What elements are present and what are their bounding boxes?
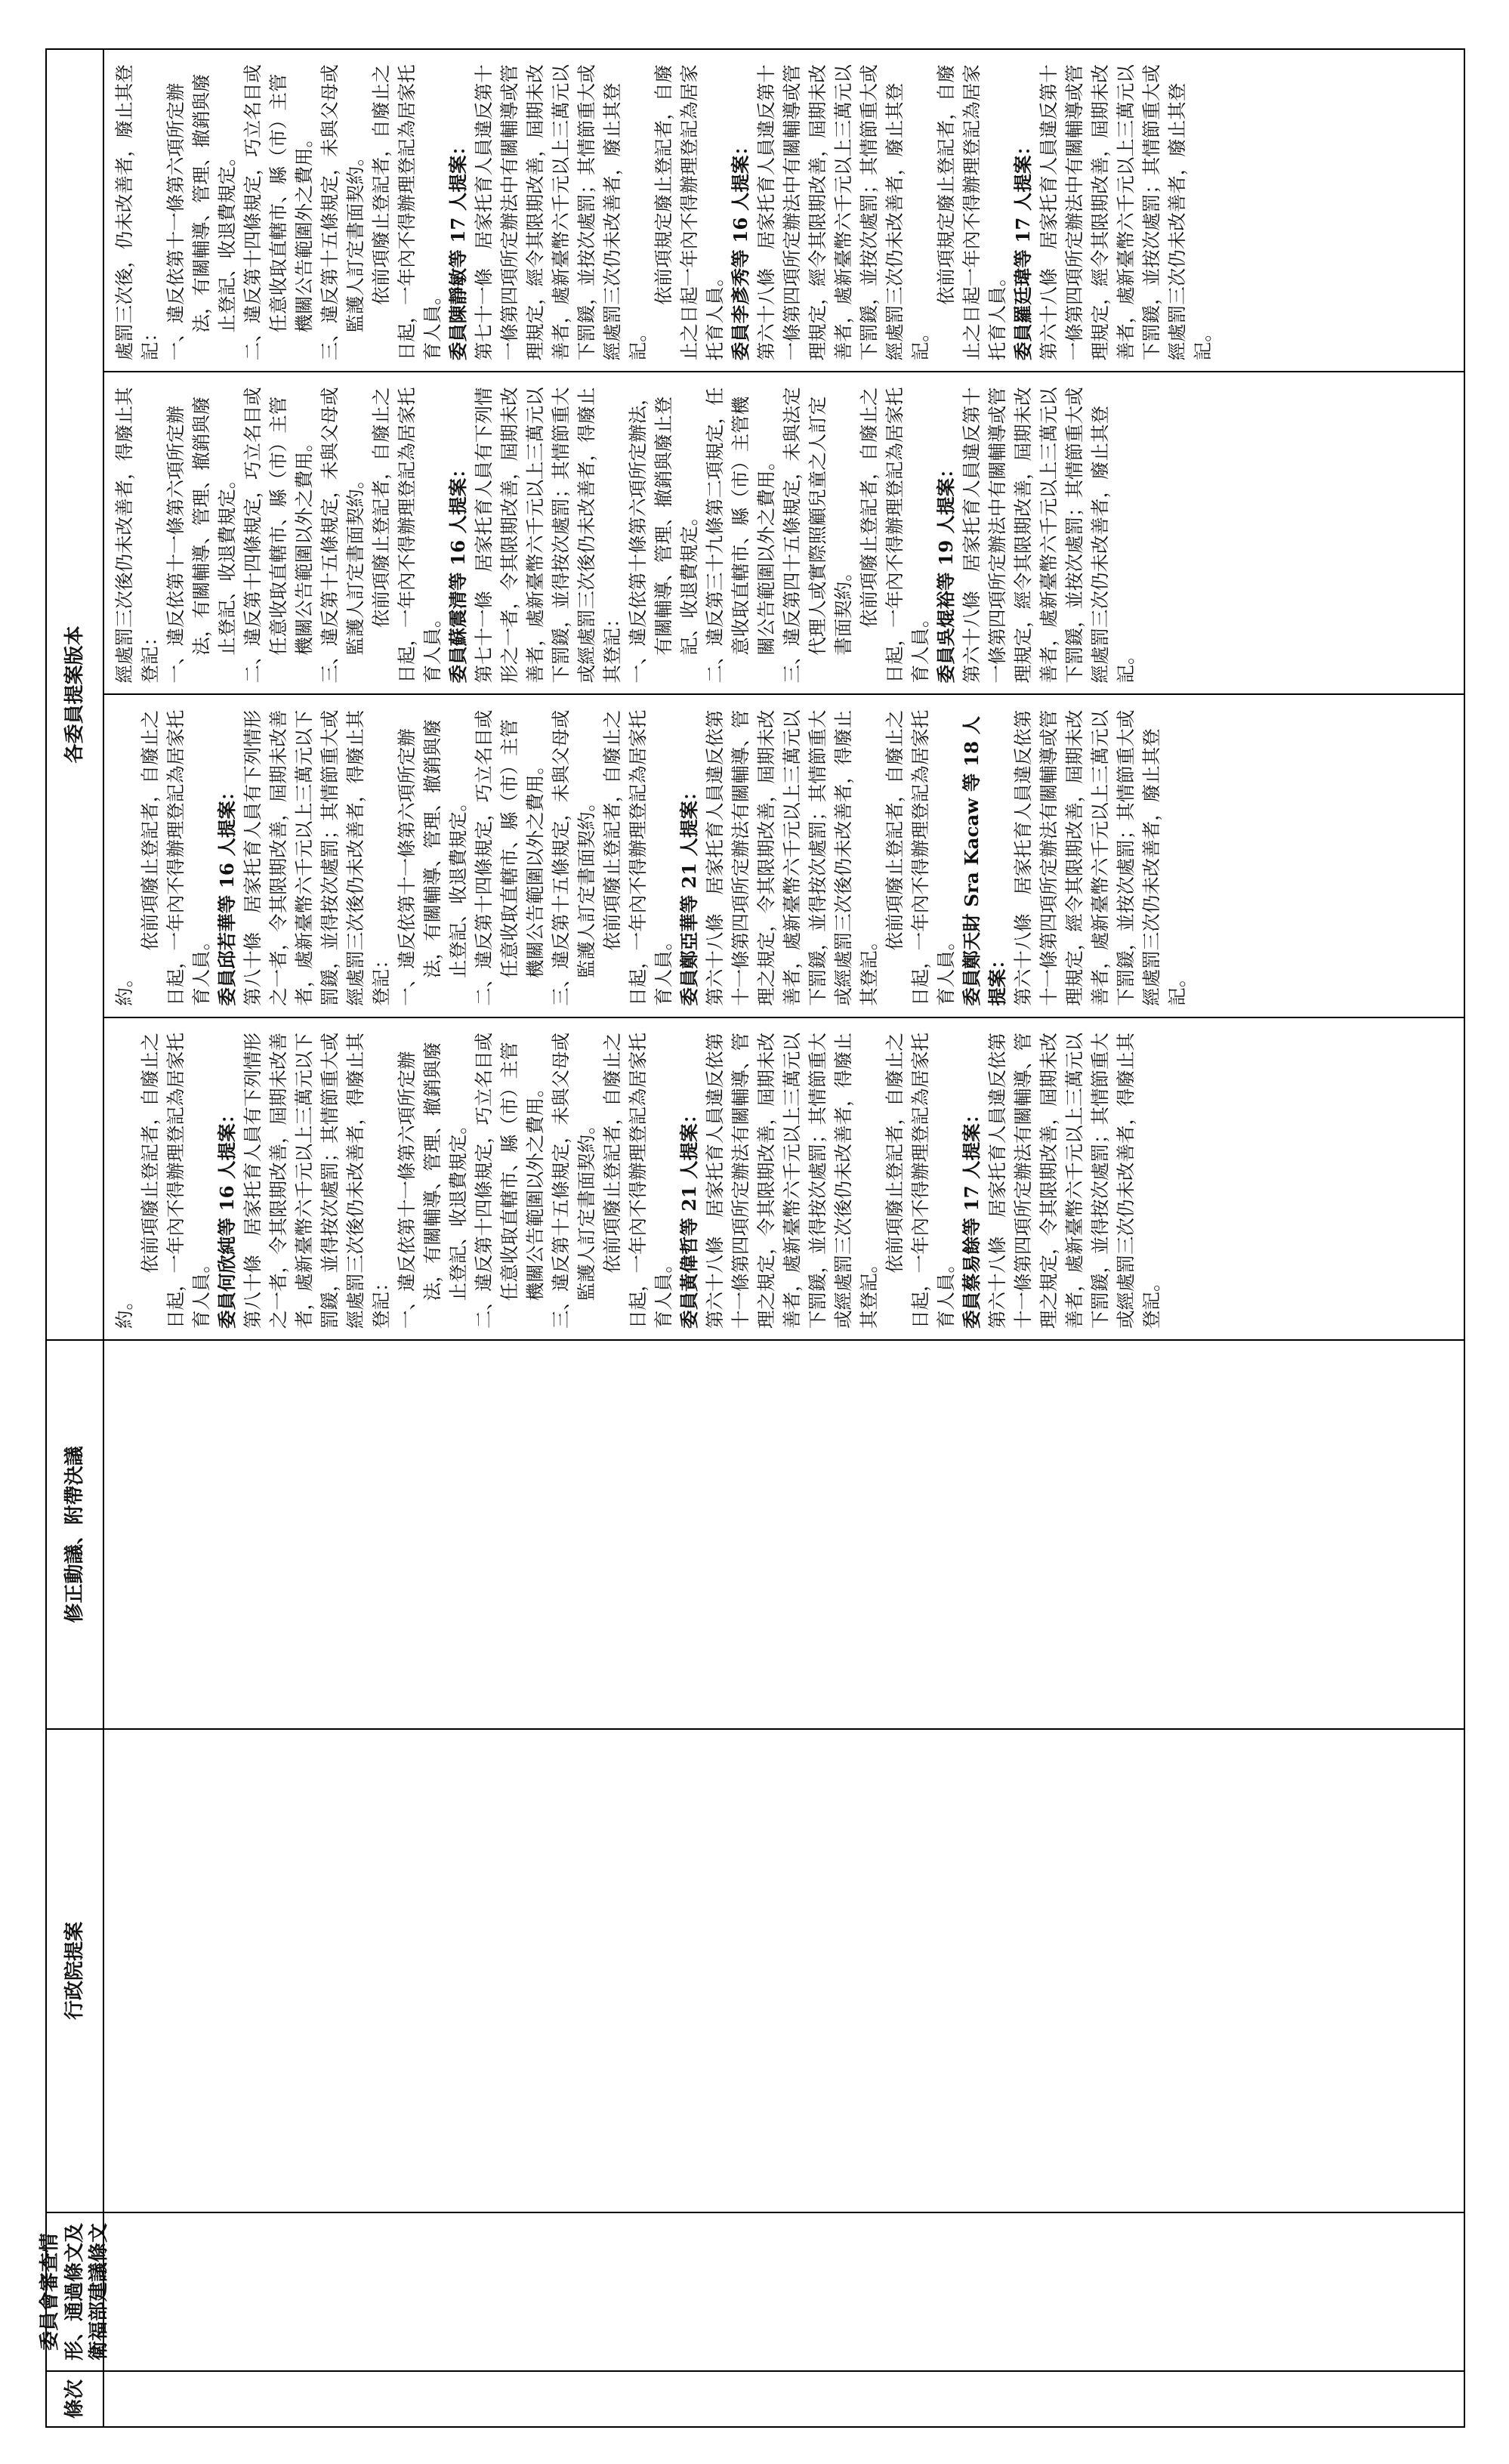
clause-text: 第七十一條 居家托育人員有下列情形之一者，令其限期改善，屆期未改善者，處新臺幣六千元以上三萬元以下罰鍰，並得按次處罰；其情節重大或經處罰三次後仍未改善者，得廢止其登記：	[473, 387, 623, 684]
cell-member-proposals	[104, 50, 1464, 1339]
comparison-table	[39, 48, 1465, 2428]
clause-text: 約。	[113, 1292, 135, 1329]
header-article-number: 條次	[47, 2370, 103, 2426]
clause-item: 一、違反依第十一條第六項所定辦法，有關輔導、管理、撤銷與廢止登記、收退費規定。	[396, 719, 469, 1006]
proposer-name: 委員吳焜裕等 19 人提案：	[935, 459, 957, 684]
clause-item: 二、違反第十四條規定，巧立名目或任意收取直轄市、縣（市）主管機關公告範圍以外之費用。	[473, 709, 546, 1006]
clause-paragraph: 依前項廢止登記者，自廢止之日起，一年內不得辦理登記為居家托育人員。	[370, 64, 443, 361]
clause-text: 第六十八條 居家托育人員違反依第十一條第四項所定辦法有關輔導、管理之規定，令其限期改善，屆期未改善者，處新臺幣六千元以上三萬元以下罰鍰，並得按次處罰；其情節重大或經處罰三次後仍未改善者，得廢止其登記。	[704, 1033, 880, 1329]
proposer-name: 委員鄭天財 Sra Kacaw 等 18 人提案：	[961, 715, 1008, 1006]
clause-paragraph: 依前項廢止登記者，自廢止之日起，一年內不得辦理登記為居家托育人員。	[370, 387, 443, 684]
proposal-column-2	[104, 694, 1464, 1017]
clause-paragraph: 依前項廢止登記者，自廢止之日起，一年內不得辦理登記為居家托育人員。	[884, 1033, 957, 1329]
cell-committee-review	[104, 2212, 1464, 2370]
clause-text: 第六十八條 居家托育人員違反第十一條第四項所定辦法中有關輔導或管理規定，經令其限期改善，屆期未改善者，處新臺幣六千元以上三萬元以下罰鍰，並按次處罰；其情節重大或經處罰三次仍未改善者，廢止其登記。	[961, 387, 1137, 684]
cell-executive-proposal	[104, 1728, 1464, 2212]
clause-text: 約。	[113, 968, 135, 1006]
proposer-name: 委員邱若華等 16 人提案：	[216, 782, 238, 1006]
cell-amendment-motion	[104, 1339, 1464, 1728]
clause-item: 一、違反依第十一條第六項所定辦法，有關輔導、管理、撤銷與廢止登記、收退費規定。	[165, 73, 238, 361]
clause-item: 一、違反依第十一條第六項所定辦法，有關輔導、管理、撤銷與廢止登記、收退費規定。	[165, 396, 238, 684]
clause-item: 二、違反第三十九條第二項規定，任意收取直轄市、縣（市）主管機關公告範圍以外之費用。	[704, 387, 777, 684]
header-member-proposals: 各委員提案版本	[63, 625, 86, 764]
clause-text: 第六十八條 居家托育人員違反依第十一條第四項所定辦法有關輔導或管理規定，經令其限期改善，屆期未改善者，處新臺幣六千元以上三萬元以下罰鍰，並按次處罰；其情節重大或經處罰三次仍未改善者，廢止其登記。	[1012, 709, 1188, 1006]
clause-item: 二、違反第十四條規定，巧立名目或任意收取直轄市、縣（市）主管機關公告範圍外之費用。	[242, 64, 315, 361]
clause-item: 三、違反第十五條規定，未與父母或監護人訂定書面契約。	[319, 64, 366, 361]
cell-article-number	[104, 2370, 1464, 2426]
clause-text: 第八十條 居家托育人員有下列情形之一者，令其限期改善，屆期未改善者，處新臺幣六千元以上三萬元以下罰鍰，並得按次處罰；其情節重大或經處罰三次後仍未改善者，得廢止其登記：	[242, 709, 392, 1006]
clause-text: 第六十八條 居家托育人員違反第十一條第四項所定辦法中有關輔導或管理規定，經令其限期改善，屆期未改善者，處新臺幣六千元以上三萬元以下罰鍰，並按次處罰；其情節重大或經處罰三次仍未改善者，廢止其登記。	[755, 64, 931, 361]
clause-paragraph: 依前項廢止登記者，自廢止之日起，一年內不得辦理登記為居家托育人員。	[601, 1033, 674, 1329]
clause-text: 處罰三次後，仍未改善者，廢止其登記：	[113, 64, 161, 361]
clause-text: 第六十八條 居家托育人員違反依第十一條第四項所定辦法有關輔導、管理之規定，令其限期改善，屆期未改善者，處新臺幣六千元以上三萬元以下罰鍰，並得按次處罰；其情節重大或經處罰三次後仍未改善者，得廢止其登記。	[704, 709, 880, 1006]
proposer-name: 委員鄭亞華等 21 人提案：	[678, 782, 700, 1006]
clause-paragraph: 依前項規定廢止登記者，自廢止之日起一年內不得辦理登記為居家托育人員。	[653, 64, 726, 361]
clause-text: 經處罰三次後仍未改善者，得廢止其登記：	[113, 387, 161, 684]
proposal-column-4	[104, 50, 1464, 371]
clause-paragraph: 依前項廢止登記者，自廢止之日起，一年內不得辦理登記為居家托育人員。	[139, 1033, 212, 1329]
clause-item: 一、違反依第十一條第六項所定辦法，有關輔導、管理、撤銷與廢止登記、收退費規定。	[396, 1042, 469, 1329]
proposer-name: 委員陳靜敏等 17 人提案：	[447, 137, 469, 361]
clause-item: 三、違反第十五條規定，未與父母或監護人訂定書面契約。	[319, 387, 366, 684]
clause-paragraph: 依前項廢止登記者，自廢止之日起，一年內不得辦理登記為居家托育人員。	[139, 709, 212, 1006]
header-row	[39, 50, 111, 2426]
proposal-column-1	[104, 1017, 1464, 1339]
clause-item: 一、違反依第十條第六項所定辦法，有關輔導、管理、撤銷與廢止登記、收退費規定。	[627, 387, 700, 684]
proposer-name: 委員黃偉哲等 21 人提案：	[678, 1104, 700, 1329]
proposer-name: 委員羅廷瑋等 17 人提案：	[1012, 137, 1034, 361]
proposal-column-3	[104, 371, 1464, 693]
clause-paragraph: 依前項廢止登記者，自廢止之日起，一年內不得辦理登記為居家托育人員。	[884, 709, 957, 1006]
clause-item: 三、違反第十五條規定，未與父母或監護人訂定書面契約。	[550, 1033, 597, 1329]
clause-paragraph: 依前項廢止登記者，自廢止之日起，一年內不得辦理登記為居家托育人員。	[601, 709, 674, 1006]
clause-item: 二、違反第十四條規定，巧立名目或任意收取直轄市、縣（市）主管機關公告範圍以外之費用。	[473, 1033, 546, 1329]
body-row	[104, 50, 1464, 2426]
clause-text: 第七十一條 居家托育人員違反第十一條第四項所定辦法中有關輔導或管理規定，經令其限期改善，屆期未改善者，處新臺幣六千元以上三萬元以下罰鍰，並按次處罰；其情節重大或經處罰三次仍未改善者，廢止其登記。	[473, 64, 649, 361]
proposer-name: 委員蘇震清等 16 人提案：	[447, 459, 469, 684]
clause-text: 第八十條 居家托育人員有下列情形之一者，令其限期改善，屆期未改善者，處新臺幣六千元以上三萬元以下罰鍰，並得按次處罰；其情節重大或經處罰三次後仍未改善者，得廢止其登記：	[242, 1033, 392, 1329]
header-committee-review: 委員會審查情形、通過條文及衛福部建議條文	[47, 2212, 103, 2370]
clause-paragraph: 依前項廢止登記者，自廢止之日起，一年內不得辦理登記為居家托育人員。	[858, 387, 931, 684]
proposer-name: 委員李彥秀等 16 人提案：	[730, 137, 751, 361]
header-executive-proposal: 行政院提案	[47, 1728, 103, 2212]
proposer-name: 委員蔡易餘等 17 人提案：	[961, 1104, 983, 1329]
clause-paragraph: 依前項規定廢止登記者，自廢止之日起一年內不得辦理登記為居家托育人員。	[935, 64, 1008, 361]
header-amendment-motion: 修正動議、附帶決議	[47, 1339, 103, 1728]
clause-text: 第六十八條 居家托育人員違反第十一條第四項所定辦法中有關輔導或管理規定，經令其限期改善，屆期未改善者，處新臺幣六千元以上三萬元以下罰鍰，並按次處罰；其情節重大或經處罰三次仍未改善者，廢止其登記。	[1038, 64, 1214, 361]
clause-text: 第六十八條 居家托育人員違反依第十一條第四項所定辦法有關輔導、管理之規定，令其限期改善，屆期未改善者，處新臺幣六千元以上三萬元以下罰鍰，並得按次處罰；其情節重大或經處罰三次仍未改善者，得廢止其登記。	[986, 1033, 1162, 1329]
clause-item: 二、違反第十四條規定，巧立名目或任意收取直轄市、縣（市）主管機關公告範圍以外之費用。	[242, 387, 315, 684]
clause-item: 三、違反第四十五條規定，未與法定代理人或實際照顧兒童之人訂定書面契約。	[781, 387, 854, 684]
clause-item: 三、違反第十五條規定，未與父母或監護人訂定書面契約。	[550, 709, 597, 1006]
proposer-name: 委員何欣純等 16 人提案：	[216, 1104, 238, 1329]
